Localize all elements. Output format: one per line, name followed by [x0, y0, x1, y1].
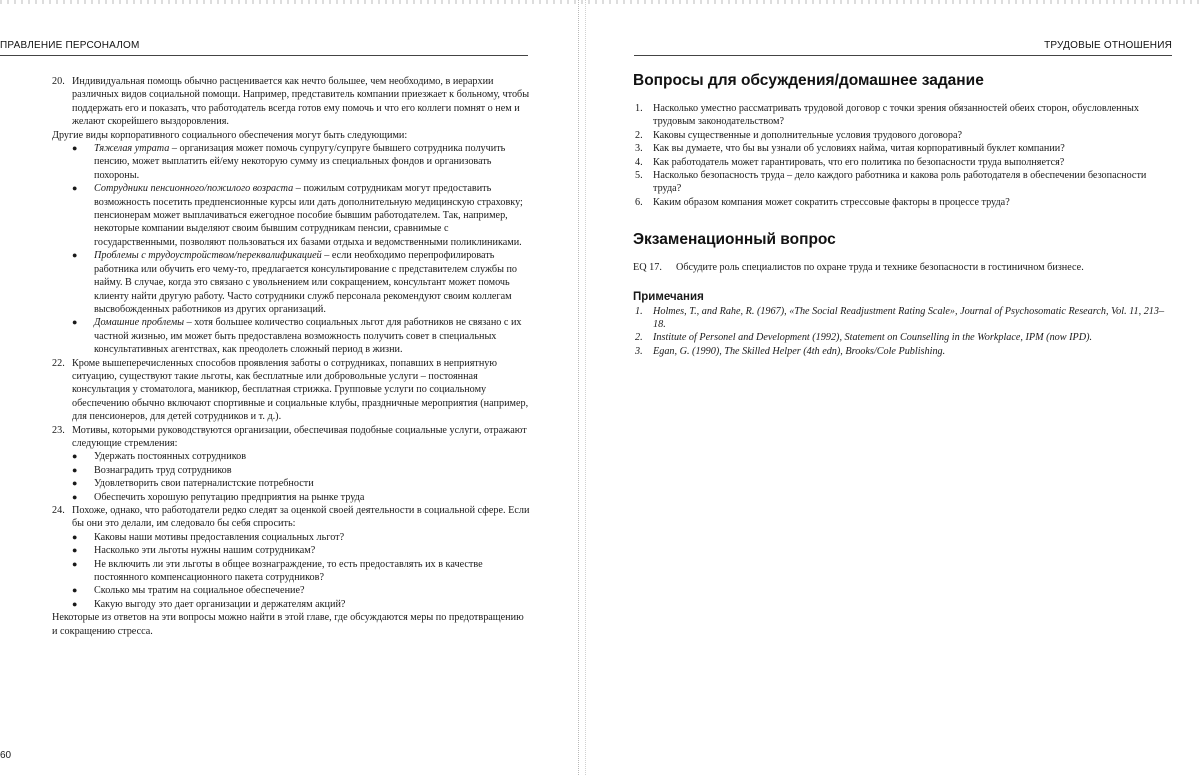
note-text: Institute of Personel and Development (1992), Statement on Counselling in the Workplace, IPM (now IPD).: [653, 332, 1093, 344]
question-number: 6.: [635, 196, 643, 208]
list-item: [72, 584, 530, 597]
bullet-icon: ●: [72, 558, 78, 569]
bullet-icon: ●: [72, 545, 78, 556]
list-item: [72, 450, 530, 463]
list-item: [72, 531, 530, 544]
note-item: [633, 331, 1173, 344]
bullet-icon: ●: [72, 250, 78, 261]
exam-heading: Экзаменационный вопрос: [633, 231, 836, 249]
paragraph-number: 23.: [52, 424, 65, 436]
question-text: Как вы думаете, что бы вы узнали об условиях найма, читая корпоративный буклет компании?: [653, 143, 1065, 155]
question-text: Насколько безопасность труда – дело каждого работника и какова роль работодателя в обеспечении безопасности труда?: [653, 170, 1147, 195]
list-item-text: Каковы наши мотивы предоставления социальных льгот?: [94, 531, 345, 543]
list-item: [72, 598, 530, 611]
question-number: 4.: [635, 156, 643, 168]
note-number: 1.: [635, 305, 643, 317]
paragraph-24: [52, 504, 530, 531]
list-item-text: Обеспечить хорошую репутацию предприятия на рынке труда: [94, 491, 365, 503]
paragraph-number: 20.: [52, 76, 65, 87]
bullet-icon: ●: [72, 183, 78, 194]
note-text: Holmes, T., and Rahe, R. (1967), «The Social Readjustment Rating Scale», Journal of Psychosomatic Research, Vol. 11, 213–18.: [653, 305, 1165, 331]
paragraph-closing: Некоторые из ответов на эти вопросы можно найти в этой главе, где обсуждаются меры по предотвращению и сокращению стресса.: [52, 612, 524, 637]
left-page: [0, 0, 578, 775]
bullet-icon: ●: [72, 143, 78, 154]
term-description: – пожилым сотрудникам могут предоставить возможность посетить предпенсионные курсы или дать дополнительную медицинскую страховку; пенсионерам может выплачиваться ежегодное пособие бывшим работодателем. Так, например, некоторые компании выделяют своим бывшим сотрудникам пенсии, сравнимые с государственными, позволяют пользоваться их базами отдыха и ведомственными поликлиниками.: [94, 183, 523, 248]
running-head-right: ТРУДОВЫЕ ОТНОШЕНИЯ: [1044, 40, 1172, 51]
right-page-body: [633, 72, 1173, 358]
running-head-left: ПРАВЛЕНИЕ ПЕРСОНАЛОМ: [0, 40, 140, 51]
header-rule-left: [0, 55, 528, 56]
list-item-text: Сколько мы тратим на социальное обеспечение?: [94, 585, 305, 597]
question-number: 1.: [635, 103, 643, 114]
paragraph-lead: Другие виды корпоративного социального обеспечения могут быть следующими:: [52, 129, 408, 141]
note-number: 2.: [635, 332, 643, 344]
term-label: Проблемы с трудоустройством/переквалификацией: [94, 250, 322, 262]
list-item: [72, 316, 530, 356]
exam-question-code: EQ 17.: [633, 262, 662, 274]
question-text: Насколько уместно рассматривать трудовой договор с точки зрения обязанностей обеих сторон, обусловленных трудовым законодательством?: [653, 103, 1139, 128]
list-item-text: Какую выгоду это дает организации и держателям акций?: [94, 598, 346, 610]
bullet-icon: ●: [72, 531, 78, 542]
header-rule-right: [634, 55, 1172, 56]
list-item-text: Насколько эти льготы нужны нашим сотрудникам?: [94, 545, 316, 557]
term-description: – если необходимо перепрофилировать работника или обучить его чему-то, предлагается консультирование с представителем службы по найму. В случае, когда это связано с увольнением или сокращением, консультант может помочь клиенту найти другую работу. Часто сотрудники служб персонала рекомендуют своим коллегам высвобожденных работников из других организаций.: [94, 250, 518, 315]
self-check-questions-list: [52, 531, 530, 611]
term-label: Тяжелая утрата: [94, 143, 170, 155]
bullet-icon: ●: [72, 464, 78, 475]
paragraph-text: Индивидуальная помощь обычно расценивается как нечто большее, чем необходимо, в иерархии различных видов социальной помощи. Например, представитель компании приезжает к больному, чтобы поддержать его и показать, что работодатель всегда готов ему помочь и что его коллеги помнят о нем и желают скорейшего выздоровления.: [72, 76, 530, 128]
list-item-text: Удовлетворить свои патерналистские потребности: [94, 478, 314, 490]
list-item: [72, 249, 530, 316]
paragraph-20: [52, 75, 530, 129]
paragraph-number: 24.: [52, 505, 65, 516]
right-page: [584, 0, 1200, 775]
list-item: [72, 558, 530, 585]
bullet-icon: ●: [72, 451, 78, 462]
question-text: Как работодатель может гарантировать, что его политика по безопасности труда выполняется?: [653, 156, 1065, 168]
list-item: [72, 464, 530, 477]
welfare-types-list: [52, 142, 530, 357]
left-page-body: [52, 75, 530, 638]
question-item: [633, 102, 1173, 129]
note-text: Egan, G. (1990), The Skilled Helper (4th edn), Brooks/Cole Publishing.: [653, 345, 946, 357]
question-number: 3.: [635, 143, 643, 155]
questions-heading: Вопросы для обсуждения/домашнее задание: [633, 72, 984, 89]
list-item: [72, 477, 530, 490]
list-item-text: Вознаградить труд сотрудников: [94, 464, 232, 476]
paragraph-text: Мотивы, которыми руководствуются организации, обеспечивая подобные социальные услуги, отражают следующие стремления:: [72, 424, 527, 449]
list-item-text: Не включить ли эти льготы в общее вознаграждение, то есть предоставлять их в качестве постоянного компенсационного пакета сотрудников?: [94, 558, 483, 584]
list-item-text: Удержать постоянных сотрудников: [94, 451, 247, 463]
discussion-questions-list: [633, 102, 1173, 209]
page-number-left: 60: [0, 750, 12, 761]
term-description: – организация может помочь супругу/супруге бывшего сотрудника получить пенсию, может выплатить ей/ему некоторую сумму из специальных фондов и организовать похороны.: [94, 143, 506, 181]
question-text: Каковы существенные и дополнительные условия трудового договора?: [653, 129, 963, 141]
bullet-icon: ●: [72, 491, 78, 502]
question-item: [633, 156, 1173, 169]
list-item: [72, 142, 530, 182]
list-item: [72, 491, 530, 504]
notes-list: [633, 305, 1173, 359]
list-item: [72, 544, 530, 557]
bullet-icon: ●: [72, 585, 78, 596]
note-item: [633, 345, 1173, 358]
paragraph-text: Кроме вышеперечисленных способов проявления заботы о сотрудниках, попавших в неприятную ситуацию, существуют такие льготы, как бесплатные или добровольные услуги – постоянная консультация у стоматолога, маникюр, бесплатная стрижка. Групповые услуги по социальному обеспечению обычно включают спортивные и социальные клубы, праздничные мероприятия (например, для пенсионеров, для детей сотрудников и т. д.).: [72, 357, 529, 423]
paragraph-number: 22.: [52, 357, 65, 369]
bullet-icon: ●: [72, 598, 78, 609]
motives-list: [52, 450, 530, 504]
question-number: 5.: [635, 170, 643, 182]
bullet-icon: ●: [72, 478, 78, 489]
paragraph-text: Похоже, однако, что работодатели редко следят за оценкой своей деятельности в социальной сфере. Если бы они это делали, им следовало бы себя спросить:: [72, 505, 530, 530]
note-number: 3.: [635, 345, 643, 357]
term-label: Домашние проблемы: [94, 317, 185, 329]
question-item: [633, 129, 1173, 142]
term-description: – хотя большее количество социальных льгот для работников не связано с их частной жизнью, им может быть предоставлена возможность получить совет в специальных консультативных агентствах, как преодолеть сложный период в жизни.: [94, 317, 522, 356]
exam-question-text: Обсудите роль специалистов по охране труда и технике безопасности в гостиничном бизнесе.: [676, 262, 1084, 274]
term-label: Сотрудники пенсионного/пожилого возраста: [94, 183, 294, 195]
paragraph-22: [52, 357, 530, 424]
paragraph-23: [52, 424, 530, 451]
question-text: Каким образом компания может сократить стрессовые факторы в процессе труда?: [653, 196, 1010, 208]
notes-heading: Примечания: [633, 290, 704, 303]
bullet-icon: ●: [72, 317, 78, 328]
list-item: [72, 182, 530, 249]
note-item: [633, 305, 1173, 332]
question-item: [633, 169, 1173, 196]
question-item: [633, 142, 1173, 155]
question-number: 2.: [635, 129, 643, 141]
question-item: [633, 196, 1173, 209]
exam-question: [633, 261, 1173, 274]
